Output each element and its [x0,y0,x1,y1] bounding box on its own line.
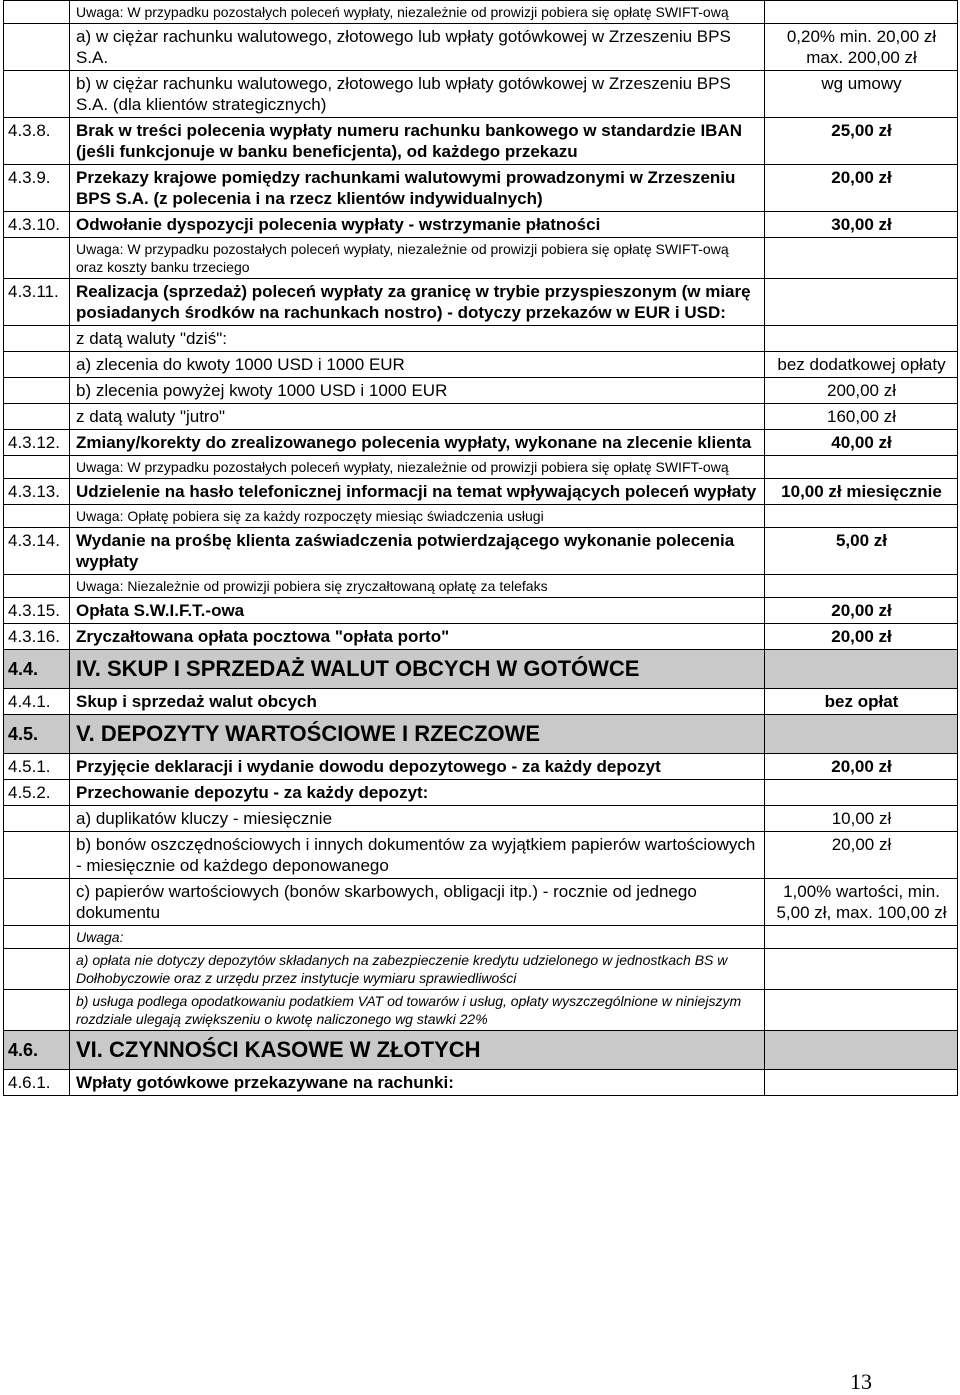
fee-amount: 30,00 zł [765,212,958,238]
note-text: Uwaga: Niezależnie od prowizji pobiera się zryczałtowaną opłatę za telefaks [70,575,765,598]
item-number [4,326,70,352]
item-number [4,404,70,430]
fee-row [4,118,958,165]
item-number [4,575,70,598]
item-number [4,378,70,404]
fee-amount: 160,00 zł [765,404,958,430]
item-number: 4.3.14. [4,528,70,575]
note-row [4,456,958,479]
fee-row [4,165,958,212]
item-number [4,806,70,832]
fee-row [4,430,958,456]
fee-amount [765,1070,958,1096]
section-title: V. DEPOZYTY WARTOŚCIOWE I RZECZOWE [70,715,765,754]
fee-amount [765,238,958,279]
fee-amount [765,279,958,326]
fee-amount [765,990,958,1031]
item-description: z datą waluty "dziś": [70,326,765,352]
item-description: a) duplikatów kluczy - miesięcznie [70,806,765,832]
section-header-row [4,715,958,754]
note-text: b) usługa podlega opodatkowaniu podatkiem VAT od towarów i usług, opłaty wyszczególnione w niniejszym rozdziale ulegają zwiększeniu o kwotę naliczonego wg stawki 22% [70,990,765,1031]
fee-amount: 20,00 zł [765,832,958,879]
fee-row [4,832,958,879]
fee-amount: 20,00 zł [765,165,958,212]
item-description: Przechowanie depozytu - za każdy depozyt: [70,780,765,806]
item-number: 4.3.8. [4,118,70,165]
fee-amount: 10,00 zł miesięcznie [765,479,958,505]
item-number [4,24,70,71]
item-description: Przyjęcie deklaracji i wydanie dowodu depozytowego - za każdy depozyt [70,754,765,780]
item-number [4,879,70,926]
fee-row [4,378,958,404]
item-number [4,926,70,949]
note-text: Uwaga: [70,926,765,949]
item-description: b) w ciężar rachunku walutowego, złotowego lub wpłaty gotówkowej w Zrzeszeniu BPS S.A. (dla klientów strategicznych) [70,71,765,118]
fee-amount [765,780,958,806]
fee-row [4,279,958,326]
fee-row [4,71,958,118]
fee-amount [765,650,958,689]
fee-row [4,879,958,926]
fee-amount: 20,00 zł [765,624,958,650]
note-row [4,990,958,1031]
item-description: Zmiany/korekty do zrealizowanego polecenia wypłaty, wykonane na zlecenie klienta [70,430,765,456]
note-text: Uwaga: W przypadku pozostałych poleceń wypłaty, niezależnie od prowizji pobiera się opłatę SWIFT-ową [70,1,765,24]
section-title: IV. SKUP I SPRZEDAŻ WALUT OBCYCH W GOTÓWCE [70,650,765,689]
item-number [4,949,70,990]
item-description: a) w ciężar rachunku walutowego, złotowego lub wpłaty gotówkowej w Zrzeszeniu BPS S.A. [70,24,765,71]
fee-table [3,0,958,1096]
item-description: Zryczałtowana opłata pocztowa "opłata porto" [70,624,765,650]
note-text: Uwaga: W przypadku pozostałych poleceń wypłaty, niezależnie od prowizji pobiera się opłatę SWIFT-ową oraz koszty banku trzeciego [70,238,765,279]
item-number: 4.5.2. [4,780,70,806]
item-number: 4.3.9. [4,165,70,212]
section-header-row [4,1031,958,1070]
fee-amount [765,456,958,479]
fee-row [4,1070,958,1096]
item-description: z datą waluty "jutro" [70,404,765,430]
fee-amount [765,926,958,949]
fee-amount: 20,00 zł [765,598,958,624]
section-title: VI. CZYNNOŚCI KASOWE W ZŁOTYCH [70,1031,765,1070]
item-description: Wydanie na prośbę klienta zaświadczenia potwierdzającego wykonanie polecenia wypłaty [70,528,765,575]
item-description: c) papierów wartościowych (bonów skarbowych, obligacji itp.) - rocznie od jednego dokumentu [70,879,765,926]
fee-row [4,689,958,715]
fee-row [4,754,958,780]
item-number: 4.4.1. [4,689,70,715]
fee-row [4,806,958,832]
item-number [4,456,70,479]
fee-row [4,404,958,430]
item-number: 4.6. [4,1031,70,1070]
item-description: Przekazy krajowe pomiędzy rachunkami walutowymi prowadzonymi w Zrzeszeniu BPS S.A. (z polecenia i na rzecz klientów indywidualnych) [70,165,765,212]
item-number: 4.5.1. [4,754,70,780]
item-number [4,71,70,118]
fee-amount [765,715,958,754]
fee-table-body [4,1,958,1096]
note-row [4,1,958,24]
item-number: 4.6.1. [4,1070,70,1096]
fee-amount: bez opłat [765,689,958,715]
item-description: Odwołanie dyspozycji polecenia wypłaty - wstrzymanie płatności [70,212,765,238]
item-number: 4.3.15. [4,598,70,624]
item-description: a) zlecenia do kwoty 1000 USD i 1000 EUR [70,352,765,378]
item-number: 4.3.10. [4,212,70,238]
item-description: Opłata S.W.I.F.T.-owa [70,598,765,624]
item-description: Skup i sprzedaż walut obcych [70,689,765,715]
section-header-row [4,650,958,689]
item-number [4,505,70,528]
note-row [4,575,958,598]
fee-amount [765,1031,958,1070]
fee-row [4,24,958,71]
item-description: b) zlecenia powyżej kwoty 1000 USD i 1000 EUR [70,378,765,404]
item-description: Udzielenie na hasło telefonicznej informacji na temat wpływających poleceń wypłaty [70,479,765,505]
item-number: 4.3.13. [4,479,70,505]
fee-amount [765,949,958,990]
note-row [4,949,958,990]
item-number [4,832,70,879]
fee-row [4,624,958,650]
page-number: 13 [850,1369,872,1394]
note-text: Uwaga: Opłatę pobiera się za każdy rozpoczęty miesiąc świadczenia usługi [70,505,765,528]
note-text: a) opłata nie dotyczy depozytów składanych na zabezpieczenie kredytu udzielonego w jednostkach BS w Dołhobyczowie oraz z urzędu przez instytucje wymiaru sprawiedliwości [70,949,765,990]
item-number: 4.4. [4,650,70,689]
fee-amount [765,505,958,528]
fee-row [4,528,958,575]
item-number [4,990,70,1031]
fee-row [4,479,958,505]
note-row [4,238,958,279]
fee-amount: 20,00 zł [765,754,958,780]
item-description: b) bonów oszczędnościowych i innych dokumentów za wyjątkiem papierów wartościowych - miesięcznie od każdego deponowanego [70,832,765,879]
note-text: Uwaga: W przypadku pozostałych poleceń wypłaty, niezależnie od prowizji pobiera się opłatę SWIFT-ową [70,456,765,479]
fee-row [4,352,958,378]
fee-amount: 5,00 zł [765,528,958,575]
fee-amount: bez dodatkowej opłaty [765,352,958,378]
item-number: 4.3.11. [4,279,70,326]
item-number: 4.3.12. [4,430,70,456]
note-row [4,505,958,528]
fee-amount: 0,20% min. 20,00 zł max. 200,00 zł [765,24,958,71]
note-row [4,926,958,949]
fee-amount [765,1,958,24]
fee-row [4,598,958,624]
item-description: Brak w treści polecenia wypłaty numeru rachunku bankowego w standardzie IBAN (jeśli funkcjonuje w banku beneficjenta), od każdego przekazu [70,118,765,165]
fee-amount: 40,00 zł [765,430,958,456]
fee-amount: 200,00 zł [765,378,958,404]
fee-row [4,212,958,238]
fee-amount [765,326,958,352]
item-number: 4.5. [4,715,70,754]
item-number [4,1,70,24]
item-number [4,352,70,378]
item-description: Wpłaty gotówkowe przekazywane na rachunki: [70,1070,765,1096]
fee-amount: 25,00 zł [765,118,958,165]
fee-amount: 10,00 zł [765,806,958,832]
fee-row [4,326,958,352]
item-number [4,238,70,279]
fee-amount [765,575,958,598]
fee-row [4,780,958,806]
fee-amount: 1,00% wartości, min. 5,00 zł, max. 100,00 zł [765,879,958,926]
item-number: 4.3.16. [4,624,70,650]
fee-amount: wg umowy [765,71,958,118]
item-description: Realizacja (sprzedaż) poleceń wypłaty za granicę w trybie przyspieszonym (w miarę posiadanych środków na rachunkach nostro) - dotyczy przekazów w EUR i USD: [70,279,765,326]
